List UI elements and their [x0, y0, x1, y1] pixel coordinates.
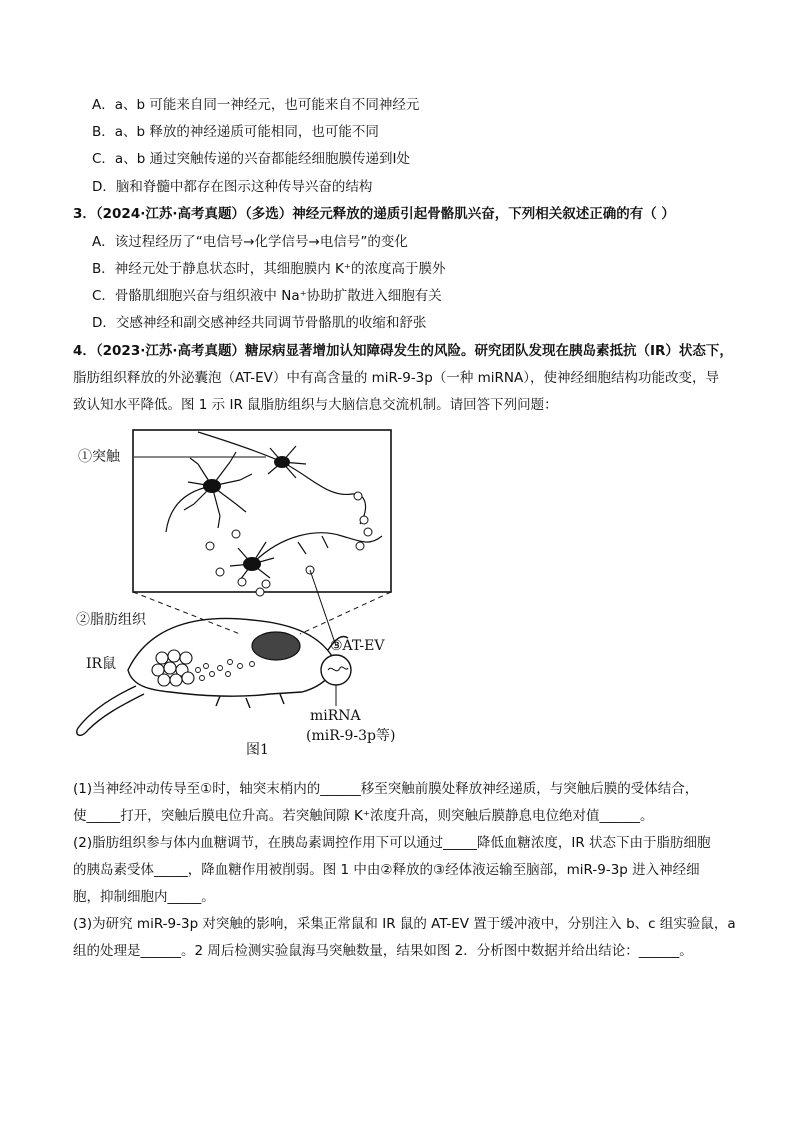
q4-stem-line-3: 致认知水平降低。图 1 示 IR 鼠脂肪组织与大脑信息交流机制。请回答下列问题：: [73, 397, 558, 413]
neuron-bottom-soma: [243, 557, 261, 571]
neuron-bottom: [230, 533, 382, 580]
at-ev-vesicle: [321, 655, 351, 685]
q3-option-b: B．神经元处于静息状态时，其细胞膜内 K⁺的浓度高于膜外: [92, 261, 446, 277]
q3-option-c: C．骨骼肌细胞兴奋与组织液中 Na⁺协助扩散进入细胞有关: [92, 288, 442, 304]
label-at-ev: ③AT-EV: [330, 638, 385, 654]
circulating-vesicles: [196, 660, 255, 681]
label-ir-mouse: IR鼠: [86, 656, 117, 672]
label-synapse: ①突触: [78, 449, 120, 465]
q4-stem-line-1: 4．（2023·江苏·高考真题）糖尿病显著增加认知障碍发生的风险。研究团队发现在胰岛素抵抗（IR）状态下，: [73, 343, 733, 359]
figure-caption: 图1: [246, 742, 269, 758]
q3-stem: 3．（2024·江苏·高考真题）（多选）神经元释放的递质引起骨骼肌兴奋，下列相关叙述正确的有（ ）: [73, 206, 675, 222]
q4-sub-line-3: (2)脂肪组织参与体内血糖调节，在胰岛素调控作用下可以通过_____降低血糖浓度，IR 状态下由于脂肪细胞: [73, 835, 711, 851]
q2-option-c: C．a、b 通过突触传递的兴奋都能经细胞膜传递到Ⅰ处: [92, 151, 411, 167]
figure-1-diagram: [70, 424, 410, 768]
q4-sub-line-7: 组的处理是______。2 周后检测实验鼠海马突触数量，结果如图 2．分析图中数据并给出结论：______。: [73, 943, 693, 959]
neuron-left-soma: [203, 479, 221, 493]
neuron-top: [198, 432, 366, 524]
q4-stem-line-2: 脂肪组织释放的外泌囊泡（AT-EV）中有高含量的 miR-9-3p（一种 miRNA），使神经细胞结构功能改变，导: [73, 370, 720, 386]
q2-option-a: A．a、b 可能来自同一神经元，也可能来自不同神经元: [92, 97, 420, 113]
q4-sub-line-2: 使_____打开，突触后膜电位升高。若突触间隙 K⁺浓度升高，则突触后膜静息电位绝对值______。: [73, 808, 654, 824]
neuron-top-soma: [274, 456, 290, 468]
q2-option-d: D．脑和脊髓中都存在图示这种传导兴奋的结构: [92, 179, 373, 195]
q2-option-b: B．a、b 释放的神经递质可能相同，也可能不同: [92, 124, 379, 140]
q4-sub-line-4: 的胰岛素受体_____，降血糖作用被削弱。图 1 中由②释放的③经体液运输至脑部，miR-9-3p 进入神经细: [73, 862, 700, 878]
q4-sub-line-6: (3)为研究 miR-9-3p 对突触的影响，采集正常鼠和 IR 鼠的 AT-EV 置于缓冲液中，分别注入 b、c 组实验鼠，a: [73, 916, 736, 932]
label-mirna: miRNA: [310, 708, 361, 724]
q3-option-d: D．交感神经和副交感神经共同调节骨骼肌的收缩和舒张: [92, 315, 427, 331]
fat-cluster: [152, 650, 194, 686]
q4-sub-line-5: 胞，抑制细胞内_____。: [73, 889, 215, 905]
q3-option-a: A．该过程经历了“电信号→化学信号→电信号”的变化: [92, 234, 408, 250]
q4-sub-line-1: (1)当神经冲动传导至①时，轴突末梢内的______移至突触前膜处释放神经递质，与突触后膜的受体结合，: [73, 781, 699, 797]
label-fat-tissue: ②脂肪组织: [76, 612, 146, 628]
vesicles: [206, 492, 372, 596]
brain: [252, 632, 300, 660]
label-mir-9-3p: (miR-9-3p等): [306, 728, 396, 744]
